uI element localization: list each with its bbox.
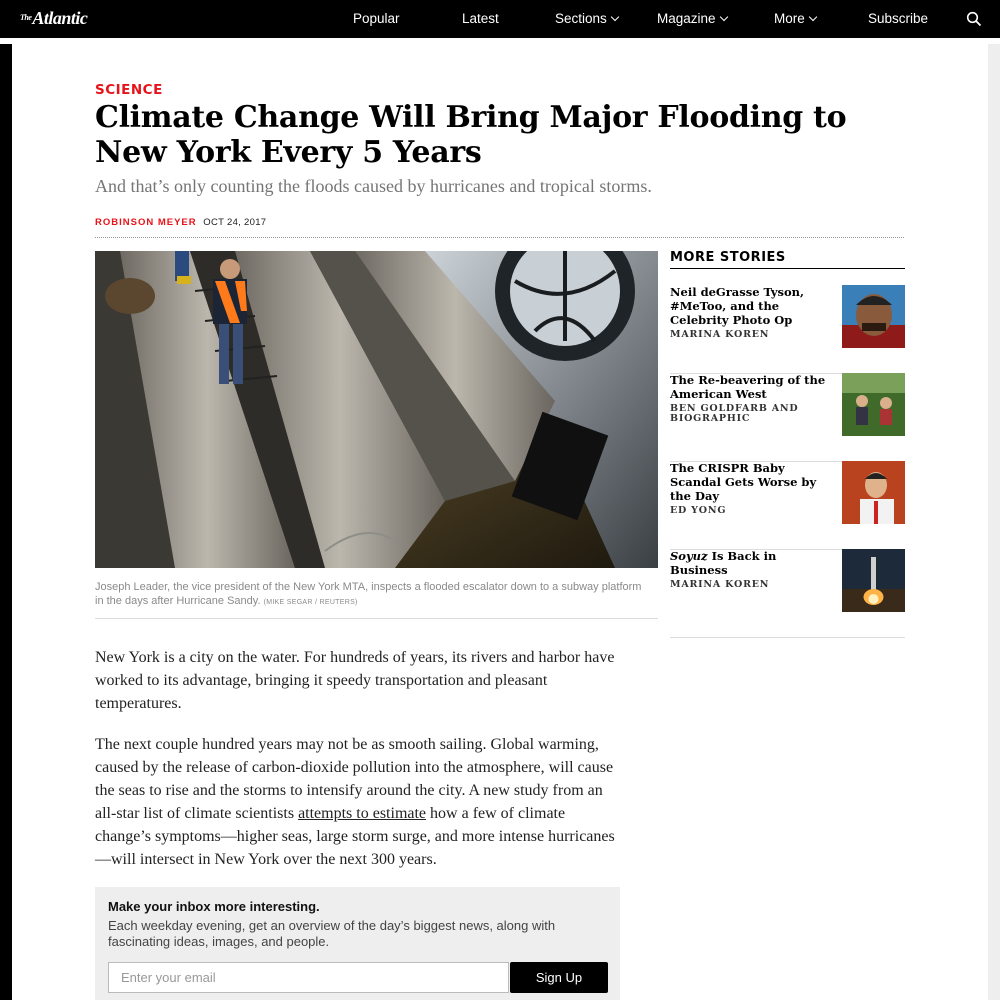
search-icon[interactable] — [966, 11, 982, 27]
page-gutter — [988, 44, 1000, 1000]
story-thumbnail[interactable] — [842, 373, 905, 436]
story-card[interactable] — [670, 549, 905, 638]
story-title[interactable]: The CRISPR Baby Scandal Gets Worse by the Day ED YONG — [670, 461, 830, 516]
more-stories-heading: MORE STORIES — [670, 250, 905, 269]
story-card[interactable] — [670, 461, 905, 550]
photo-credit: (MIKE SEGAR / REUTERS) — [263, 599, 358, 606]
divider — [95, 237, 904, 238]
story-thumbnail[interactable] — [842, 549, 905, 612]
newsletter-title: Make your inbox more interesting. — [108, 899, 320, 914]
section-label[interactable]: SCIENCE — [95, 82, 163, 98]
story-card[interactable] — [670, 285, 905, 374]
photo-caption: Joseph Leader, the vice president of the New York MTA, inspects a flooded escalator down to a subway platform in the days after Hurricane Sandy. (MIKE SEGAR / REUTERS) — [95, 581, 642, 607]
nav-sections[interactable]: Sections — [555, 11, 618, 27]
sign-up-button[interactable]: Sign Up — [510, 962, 608, 993]
nav-latest[interactable]: Latest — [462, 11, 499, 26]
story-title[interactable]: Neil deGrasse Tyson, #MeToo, and the Celebrity Photo Op MARINA KOREN — [670, 285, 830, 340]
email-field[interactable] — [108, 962, 509, 993]
nav-magazine[interactable]: Magazine — [657, 11, 727, 27]
publish-date: OCT 24, 2017 — [203, 217, 267, 228]
nav-popular[interactable]: Popular — [353, 11, 400, 26]
byline — [95, 217, 266, 229]
flooded-escalator-image — [95, 251, 658, 568]
nav-more[interactable]: More — [774, 11, 816, 27]
article-page — [12, 44, 988, 1000]
site-logo[interactable]: $^{The}$Atlantic — [20, 8, 88, 28]
story-author: BEN GOLDFARB AND BIOGRAPHIC — [670, 403, 799, 424]
chevron-down-icon — [719, 13, 727, 21]
story-author: MARINA KOREN — [670, 329, 770, 340]
article-paragraph: The next couple hundred years may not be as smooth sailing. Global warming, caused by the release of carbon-dioxide pollution into the atmosphere, will cause the seas to rise and the storms to intensify around the city. A new study from an all-star list of climate scientists attempts to estimate how a few of climate change’s symptoms—higher seas, large storm surge, and more intense hurricanes—will intersect in New York over the next 300 years. — [95, 736, 615, 868]
story-title[interactable]: The Re-beavering of the American West BEN GOLDFARB AND BIOGRAPHIC — [670, 373, 826, 424]
story-author: ED YONG — [670, 505, 727, 516]
newsletter-signup — [95, 887, 620, 1000]
nav-subscribe[interactable]: Subscribe — [868, 11, 929, 26]
story-card[interactable] — [670, 373, 905, 462]
chevron-down-icon — [611, 13, 619, 21]
article-headline: Climate Change Will Bring Major Flooding to New York Every 5 Years — [95, 100, 847, 170]
story-title[interactable]: Soyuz Is Back in Business MARINA KOREN — [670, 549, 830, 590]
story-thumbnail[interactable] — [842, 285, 905, 348]
lead-photo — [95, 251, 658, 568]
article-paragraph: New York is a city on the water. For hundreds of years, its rivers and harbor have worked to its advantage, bringing it speedy transportation and pleasant temperatures. — [95, 649, 615, 712]
top-navigation — [0, 0, 1000, 39]
story-thumbnail[interactable] — [842, 461, 905, 524]
divider — [95, 618, 658, 619]
article-dek: And that’s only counting the floods caused by hurricanes and tropical storms. — [95, 176, 652, 196]
author-link[interactable]: ROBINSON MEYER — [95, 217, 197, 228]
chevron-down-icon — [809, 13, 817, 21]
study-link[interactable]: attempts to estimate — [298, 805, 427, 822]
newsletter-description: Each weekday evening, get an overview of the day’s biggest news, along with fascinating ideas, images, and people. — [108, 918, 556, 949]
story-author: MARINA KOREN — [670, 579, 770, 590]
